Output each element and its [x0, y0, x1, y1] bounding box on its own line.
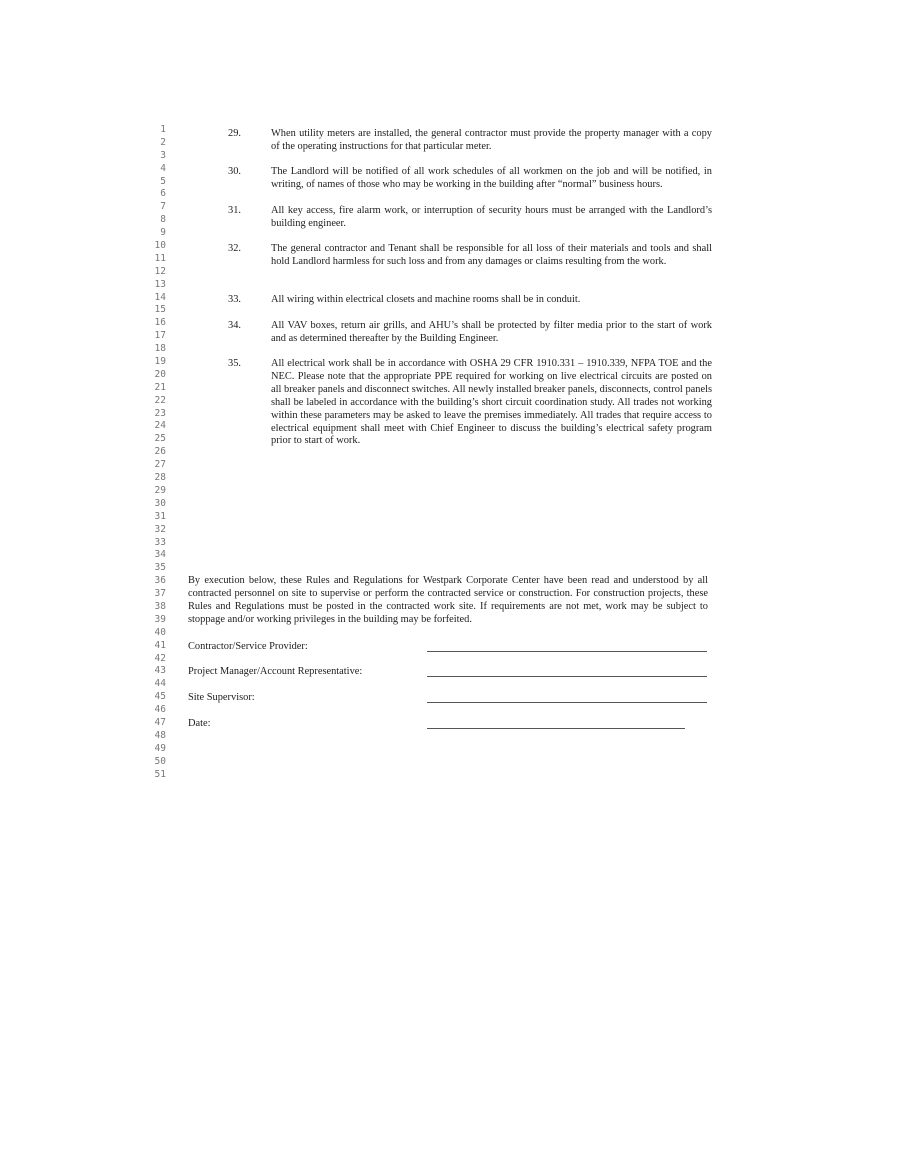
site-supervisor-label: Site Supervisor:: [188, 692, 255, 703]
line-number: 46: [154, 704, 166, 716]
line-number: 43: [154, 665, 166, 677]
line-number: 2: [160, 136, 166, 148]
rule-number: 30.: [228, 166, 241, 177]
line-number: 23: [154, 407, 166, 419]
line-number: 39: [154, 613, 166, 625]
contractor-label: Contractor/Service Provider:: [188, 641, 308, 652]
rule-item-31: [228, 205, 712, 231]
rule-text: All VAV boxes, return air grills, and AHU’s shall be protected by filter media prior to the start of work and as determined thereafter by the Building Engineer.: [271, 320, 712, 344]
line-number: 50: [154, 755, 166, 767]
acknowledgement-statement: By execution below, these Rules and Regulations for Westpark Corporate Center have been read and understood by all contracted personnel on site to supervise or perform the contracted service or construction. For construction projects, these Rules and Regulations must be posted in the contracted work site. If requirements are not met, work may be subject to stoppage and/or working privileges in the building may be forfeited.: [188, 575, 708, 625]
line-number: 28: [154, 472, 166, 484]
line-number: 42: [154, 652, 166, 664]
project-manager-signature-line[interactable]: [427, 676, 707, 677]
rule-item-29: [228, 128, 712, 154]
line-number: 37: [154, 588, 166, 600]
line-number: 47: [154, 716, 166, 728]
line-number: 6: [160, 188, 166, 200]
line-number: 49: [154, 742, 166, 754]
rule-item-34: [228, 320, 712, 346]
rule-number: 32.: [228, 243, 241, 254]
line-number: 18: [154, 343, 166, 355]
date-signature-line[interactable]: [427, 728, 685, 729]
rule-number: 29.: [228, 128, 241, 139]
rule-text: The general contractor and Tenant shall be responsible for all loss of their materials and tools and shall hold Landlord harmless for such loss and from any damages or claims resulting from the work.: [271, 243, 712, 267]
line-number: 38: [154, 600, 166, 612]
rule-number: 35.: [228, 358, 241, 369]
line-number: 3: [160, 149, 166, 161]
line-number: 9: [160, 227, 166, 239]
line-number: 35: [154, 562, 166, 574]
rule-text: The Landlord will be notified of all work schedules of all workmen on the job and will be notified, in writing, of names of those who may be working in the building after “normal” business hours.: [271, 166, 712, 190]
rule-text: All electrical work shall be in accordance with OSHA 29 CFR 1910.331 – 1910.339, NFPA TOE and the NEC. Please note that the appropriate PPE required for working on live electrical circuits are posted on all breaker panels and disconnect switches. All newly installed breaker panels, disconnects, control panels shall be labeled in accordance with the building’s short circuit coordination study. All trades not working within these parameters may be asked to leave the premises immediately. All trades that require access to electrical equipment shall meet with Chief Engineer to discuss the building’s electrical safety program prior to start of work.: [271, 358, 712, 447]
rule-item-33: [228, 294, 712, 307]
line-number: 48: [154, 729, 166, 741]
rule-text: All key access, fire alarm work, or interruption of security hours must be arranged with the Landlord’s building engineer.: [271, 205, 712, 229]
rule-number: 31.: [228, 205, 241, 216]
line-number: 33: [154, 536, 166, 548]
line-number: 29: [154, 484, 166, 496]
line-number: 8: [160, 214, 166, 226]
line-number: 36: [154, 575, 166, 587]
line-number: 21: [154, 381, 166, 393]
rule-item-32: [228, 243, 712, 269]
line-number: 25: [154, 433, 166, 445]
line-number: 30: [154, 497, 166, 509]
date-label: Date:: [188, 718, 211, 729]
line-number-gutter: [140, 124, 166, 781]
line-number: 31: [154, 510, 166, 522]
line-number: 24: [154, 420, 166, 432]
line-number: 15: [154, 304, 166, 316]
rule-text: All wiring within electrical closets and machine rooms shall be in conduit.: [271, 294, 581, 305]
line-number: 5: [160, 175, 166, 187]
line-number: 7: [160, 201, 166, 213]
contractor-signature-line[interactable]: [427, 651, 707, 652]
line-number: 1: [160, 124, 166, 135]
line-number: 34: [154, 549, 166, 561]
line-number: 51: [154, 768, 166, 780]
rule-number: 33.: [228, 294, 241, 305]
line-number: 41: [154, 639, 166, 651]
line-number: 14: [154, 291, 166, 303]
line-number: 19: [154, 356, 166, 368]
line-number: 10: [154, 240, 166, 252]
line-number: 44: [154, 678, 166, 690]
line-number: 20: [154, 368, 166, 380]
rule-text: When utility meters are installed, the general contractor must provide the property manager with a copy of the operating instructions for that particular meter.: [271, 128, 712, 152]
line-number: 12: [154, 265, 166, 277]
line-number: 32: [154, 523, 166, 535]
rule-number: 34.: [228, 320, 241, 331]
line-number: 27: [154, 459, 166, 471]
line-number: 11: [154, 252, 166, 264]
line-number: 4: [160, 162, 166, 174]
rule-item-35: [228, 358, 712, 448]
line-number: 13: [154, 278, 166, 290]
site-supervisor-signature-line[interactable]: [427, 702, 707, 703]
rule-item-30: [228, 166, 712, 192]
line-number: 17: [154, 330, 166, 342]
line-number: 16: [154, 317, 166, 329]
project-manager-label: Project Manager/Account Representative:: [188, 666, 363, 677]
line-number: 40: [154, 626, 166, 638]
line-number: 26: [154, 446, 166, 458]
line-number: 22: [154, 394, 166, 406]
line-number: 45: [154, 691, 166, 703]
